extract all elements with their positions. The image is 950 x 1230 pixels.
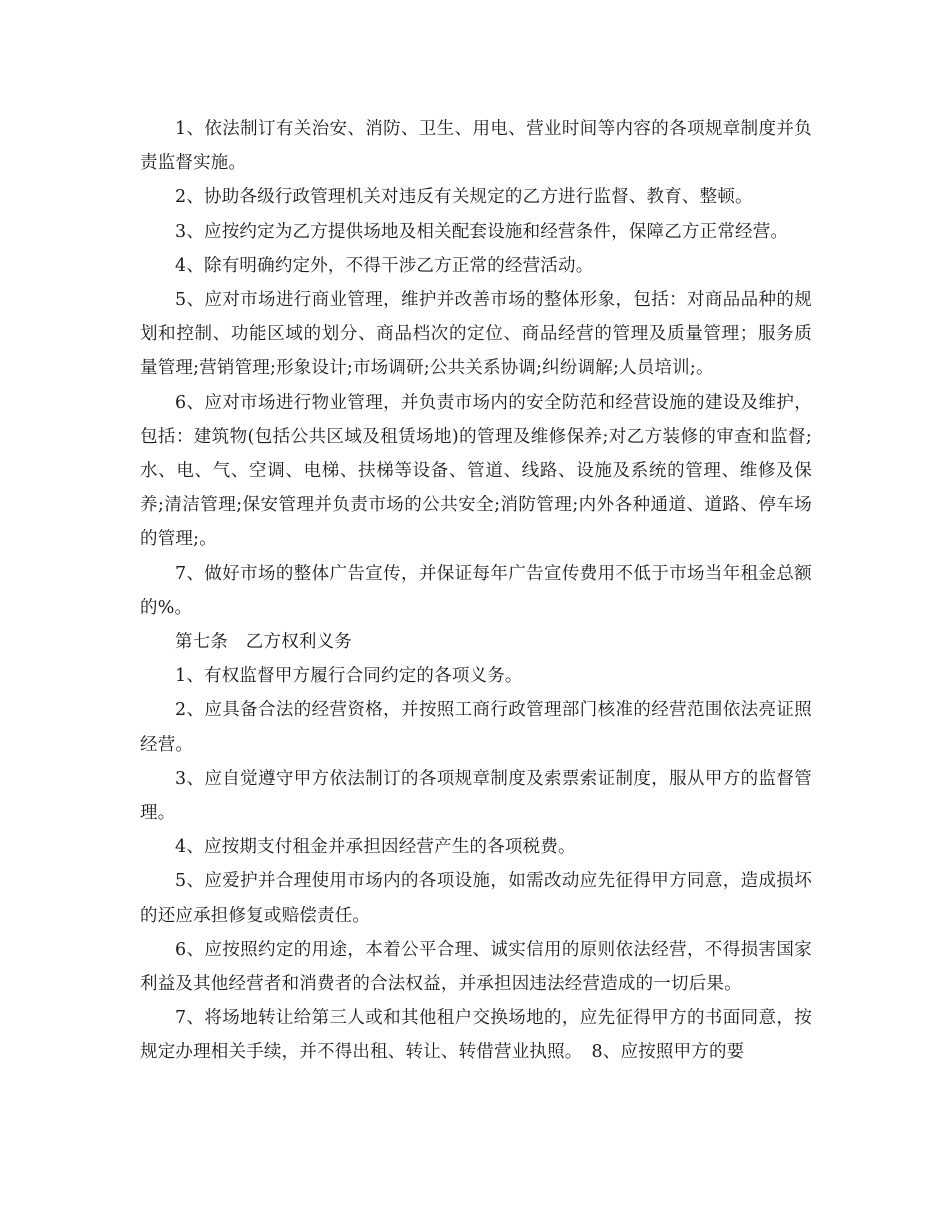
paragraph-landlord-duty-1: 1、依法制订有关治安、消防、卫生、用电、营业时间等内容的各项规章制度并负责监督实施。 bbox=[140, 119, 812, 174]
paragraph-tenant-duty-5: 5、应爱护并合理使用市场内的各项设施，如需改动应先征得甲方同意，造成损坏的还应承担修复或赔偿责任。 bbox=[140, 871, 812, 926]
paragraph-landlord-duty-4: 4、除有明确约定外，不得干涉乙方正常的经营活动。 bbox=[175, 255, 594, 276]
paragraph-landlord-duty-2: 2、协助各级行政管理机关对违反有关规定的乙方进行监督、教育、整顿。 bbox=[175, 187, 753, 208]
paragraph-tenant-duty-4: 4、应按期支付租金并承担因经营产生的各项税费。 bbox=[175, 837, 576, 858]
paragraph-tenant-duty-6: 6、应按照约定的用途，本着公平合理、诚实信用的原则依法经营，不得损害国家利益及其他经营者和消费者的合法权益，并承担因违法经营造成的一切后果。 bbox=[140, 939, 812, 995]
paragraph-tenant-duty-2: 2、应具备合法的经营资格，并按照工商行政管理部门核准的经营范围依法亮证照经营。 bbox=[140, 700, 812, 755]
paragraph-landlord-duty-6: 6、应对市场进行物业管理，并负责市场内的安全防范和经营设施的建设及维护，包括：建筑物(包括公共区域及租赁场地)的管理及维修保养;对乙方装修的审查和监督;水、电、气、空调、电梯、扶梯等设备、管道、线路、设施及系统的管理、维修及保养;清洁管理;保安管理并负责市场的公共安全;消防管理;内外各种通道、道路、停车场的管理;。 bbox=[140, 392, 812, 550]
section-heading-article-7: 第七条 乙方权利义务 bbox=[175, 632, 352, 653]
paragraph-landlord-duty-7: 7、做好市场的整体广告宣传，并保证每年广告宣传费用不低于市场当年租金总额的%。 bbox=[140, 563, 812, 618]
paragraph-tenant-duty-1: 1、有权监督甲方履行合同约定的各项义务。 bbox=[175, 666, 523, 687]
paragraph-tenant-duty-7: 7、将场地转让给第三人或和其他租户交换场地的，应先征得甲方的书面同意，按规定办理相关手续，并不得出租、转让、转借营业执照。 8、应按照甲方的要 bbox=[140, 1008, 812, 1063]
paragraph-landlord-duty-3: 3、应按约定为乙方提供场地及相关配套设施和经营条件，保障乙方正常经营。 bbox=[175, 221, 789, 242]
document-page bbox=[140, 112, 812, 1070]
paragraph-tenant-duty-3: 3、应自觉遵守甲方依法制订的各项规章制度及索票索证制度，服从甲方的监督管理。 bbox=[140, 768, 812, 824]
paragraph-landlord-duty-5: 5、应对市场进行商业管理，维护并改善市场的整体形象，包括：对商品品种的规划和控制、功能区域的划分、商品档次的定位、商品经营的管理及质量管理；服务质量管理;营销管理;形象设计;市场调研;公共关系协调;纠纷调解;人员培训;。 bbox=[140, 290, 812, 379]
